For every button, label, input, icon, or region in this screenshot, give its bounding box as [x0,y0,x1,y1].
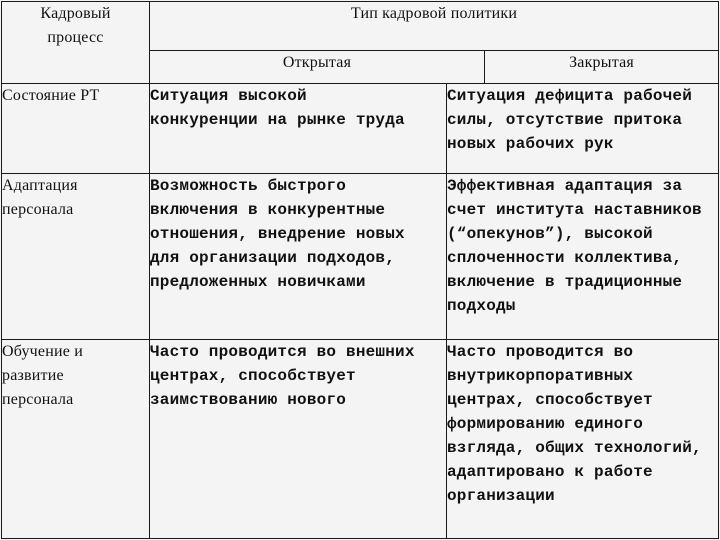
subheader-open: Открытая [150,51,485,84]
open-cell: Ситуация высокой конкуренции на рынке труда [150,84,447,174]
open-cell: Возможность быстрого включения в конкурентные отношения, внедрение новых для организации подходов, предложенных новичками [150,174,447,340]
closed-cell: Часто проводится во внутрикорпоративных центрах, способствует формированию единого взгляда, общих технологий, адаптировано к работе организации [447,340,719,539]
group-header-policy-type: Тип кадровой политики [150,2,719,51]
closed-cell: Эффективная адаптация за счет института наставников (“опекунов”), высокой сплоченности коллектива, включение в традиционные подходы [447,174,719,340]
row-label: Обучение и развитие персонала [2,340,150,539]
table-row [2,174,719,340]
col-header-process: Кадровый процесс [2,2,150,84]
row-label: Состояние РТ [2,84,150,174]
closed-cell: Ситуация дефицита рабочей силы, отсутствие притока новых рабочих рук [447,84,719,174]
subheader-closed: Закрытая [485,51,719,84]
hr-policy-table [1,1,719,539]
row-label: Адаптация персонала [2,174,150,340]
table-row [2,84,719,174]
open-cell: Часто проводится во внешних центрах, способствует заимствованию нового [150,340,447,539]
table-row [2,340,719,539]
header-row [2,2,719,51]
